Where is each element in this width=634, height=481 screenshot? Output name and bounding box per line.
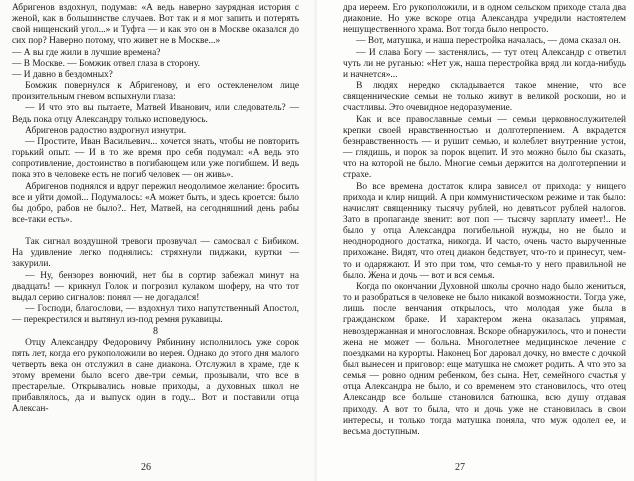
paragraph: В людях нередко складывается такое мнение, что все священнические семьи не только живут в великой роскоши, но и счастливы. Это очевидное недоразумение. [343, 81, 626, 114]
paragraph: Во все времена достаток клира зависел от прихода: у нищего прихода и клир нищий. А при коммунистическом режиме и так было: начислят священнику тысячу рублей, но девятьсот рублей налогов. Зато в пропаганде звенит: вот поп — тысячу зарплату имеет!.. Не было у отца Александра погибельной нужды, но не было и неоднородного достатка, никогда. И часто, очень часто вырученные прихожане. Видят, что отец диакон бедствует, что-то и принесут, чем-то и одаряжают. И это при том, что семья-то у него правильной не было. Жена и дочь — вот и вся семья. [343, 181, 626, 281]
paragraph: Как и все православные семьи — семьи церковнослужителей крепки своей нравственностью и долготерпением. А вкрадется безнравственность — и рушит семью, и колеблет внутренние устои, — глядишь, и порок за порок вцепит. И это можно было бы сказать, что на которой не было. Многие семьи держится на долготерпении и страхе. [343, 114, 626, 181]
paragraph: Бомжик повернулся к Абригенову, и его остекленелом лице произительным гневом вспыхнули глаза: [12, 81, 299, 103]
right-page-text [343, 3, 626, 438]
paragraph: Когда по окончании Духовной школы срочно надо было жениться, то и разобраться в человеке не было никакой возможности. Тогда уже, лишь после венчания открылось, что молодая уже была в гражданском браке. И характером жена оказалась упрямая, невоздержанная и многословная. Вскоре обнаружилось, что и понести жена не может — больна. Многолетнее медицинское лечение с поездками на курорты. Наконец Бог даровал дочку, но вместе с дочкой был вынесен и приговор: еще матушка не сможет родить. А что это за семья — ровно одним ребенком, без сына. Нет, семейного счастья у отца Александра не было, и со временем это становилось, что отец Александр все больше становился батюшка, всю душу отдавая приходу. А вот то была, что и дочь уже не становилась в свои интересы, и только тогда матушка поняла, что муж одолел ее, и весьма доступным. [343, 281, 626, 437]
page-number-left: 26 [141, 462, 151, 473]
paragraph: Абригенов вздохнул, подумав: «А ведь наверно заурядная история с женой, как в большинстве случаев. Вот так и я мог запить и потерять свой нищенский угол...» и Туфта — и как это он в Москве оказался до сих пор? Наверно потому, что живет не в Москве...» [12, 3, 299, 47]
dialogue-line: — Вот, матушка, и наша перестройка началась, — домa сказал он. [356, 36, 621, 47]
dialogue-line: — Простите, Иван Васильевич... хочется знать, чтобы не повторить горький опыт. — И в то же время про себя подумал: «А ведь это сопротивление, достоинство в погибающем или уже погибшем. И ведь пока это в человеке есть не погиб человек — он живь». [12, 136, 299, 181]
section-gap [12, 226, 299, 237]
paragraph: Отцу Александру Федоровичу Рябинину исполнилось уже сорок пять лет, когда его рукоположили во иерея. Однако до этого дня малого четверть века он отслужил в сане диакона. Отслужил в храме, где к этому времени было всего две-три семьи, прозывали, что все в престарелые. Открывались новые приходы, а духовных школ не прибавлялось, да и выпуск один в году... Вот и поставили отца Алексан- [12, 337, 299, 415]
chapter-number: 8 [153, 326, 158, 338]
dialogue-line: — И слава Богу — застенялись, — тут отец Александр с ответил чуть ли не руганью: «Нет уж, наша перестройка вряд ли когда-нибудь и начнется»... [343, 47, 626, 80]
paragraph: дра иереем. Его рукоположили, и в одном сельском приходе стала два диаконие. Но уже вскоре отца Александра учредили настоятелем нешущественного храма. Вот тогда было непросто. [343, 3, 626, 36]
paragraph: Абригенов радостно вздрогнул изнутри. [25, 125, 187, 136]
dialogue-line: — В Москве. — Бомжик отвел глаза в сторону. [12, 58, 200, 69]
paragraph: Абригенов поднялся и вдруг пережил неодолимое желание: бросить все и уйти домой... Подумалось: «А может быть, и здесь кроется: было бы добро, рабов не было?.. Нет, Матвей, на сегодняшний день рабы все-таки есть». [12, 181, 299, 225]
dialogue-line: — Ну, бензорез вонючий, нет бы в сортир забежал минут на двадцать! — крикнул Голок и погрозил кулаком шоферу, на что тот выдал серию сигналов: понял — не догадался! [12, 270, 299, 303]
paragraph: Так сигнал воздушной тревоги прозвучал — самосвал с Бибиком. На удивление легко поднялись: стряхнули пиджаки, куртки — закурили. [12, 237, 299, 270]
dialogue-line: — И давно в бездомных? [12, 69, 113, 80]
right-page [317, 0, 634, 481]
left-page-text [12, 3, 299, 416]
dialogue-line: — Господи, благослови, — вздохнул тихо напутственный Апостол, — перекрестился и вытянул из-под ремня рукавицы. [12, 304, 299, 326]
dialogue-line: — А вы где жили в лучшие времена? [12, 47, 161, 58]
dialogue-line: — И что это вы пытаете, Матвей Иванович, или следователь? — Ведь пока отцу Александру только исповедуюсь. [12, 103, 299, 125]
page-number-right: 27 [455, 462, 465, 473]
